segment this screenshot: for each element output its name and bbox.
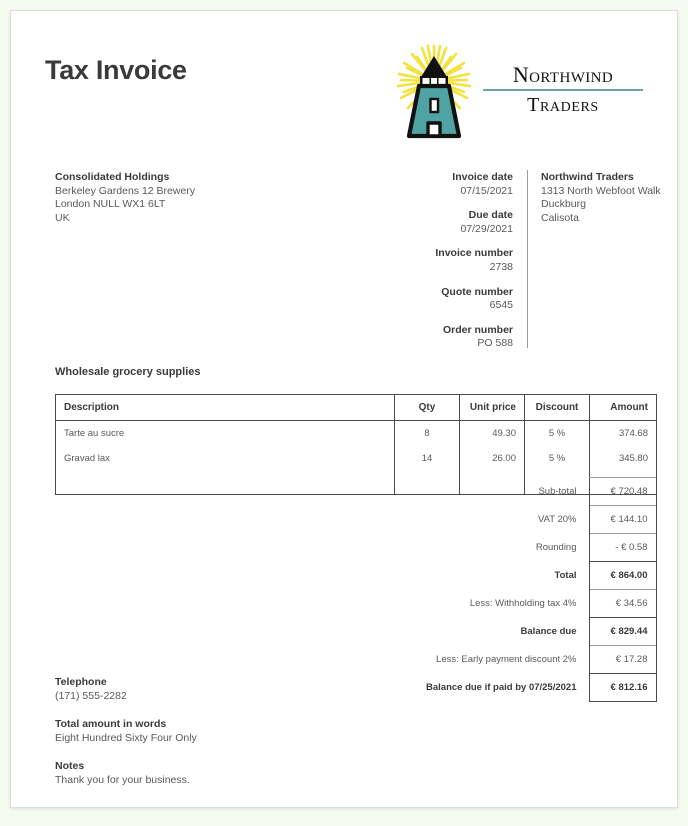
meta-label: Quote number — [441, 285, 513, 298]
totals-label: Balance due — [520, 626, 577, 637]
amount-in-words-value: Eight Hundred Sixty Four Only — [55, 732, 197, 744]
telephone-block — [55, 675, 395, 703]
invoice-header — [45, 41, 645, 153]
logo-line-northwind: Northwind — [512, 62, 614, 87]
totals-label: Sub-total — [538, 486, 577, 497]
totals-table — [251, 477, 657, 702]
amount-in-words-block — [55, 717, 395, 745]
totals-value: - € 0.58 — [589, 534, 656, 562]
totals-value: € 864.00 — [589, 562, 656, 590]
meta-row — [371, 324, 513, 351]
cell-amount: 374.68 — [590, 421, 657, 446]
bill-to-name: Consolidated Holdings — [55, 171, 170, 183]
totals-row — [251, 534, 656, 562]
totals-row-total — [251, 562, 656, 590]
meta-value: 07/29/2021 — [460, 222, 513, 235]
table-header-row — [56, 395, 657, 421]
totals-row-balance-due — [251, 618, 656, 646]
telephone-label: Telephone — [55, 676, 107, 688]
notes-label: Notes — [55, 760, 85, 772]
notes-value: Thank you for your business. — [55, 774, 190, 786]
meta-row — [371, 286, 513, 313]
totals-value: € 144.10 — [589, 506, 656, 534]
table-row — [56, 421, 657, 446]
cell-qty: 8 — [395, 421, 460, 446]
cell-amount: 345.80 — [590, 446, 657, 471]
cell-description: Gravad lax — [56, 446, 395, 471]
totals-row — [251, 590, 656, 618]
bill-to-address-line: Berkeley Gardens 12 Brewery — [55, 184, 196, 197]
notes-block — [55, 759, 395, 787]
column-header-discount: Discount — [525, 395, 590, 421]
totals-value: € 829.44 — [589, 618, 656, 646]
cell-discount: 5 % — [525, 446, 590, 471]
meta-value: 6545 — [489, 299, 513, 312]
supplier-name: Northwind Traders — [541, 171, 634, 183]
bill-to-block — [55, 171, 335, 225]
invoice-meta-block — [371, 171, 513, 351]
totals-label: Rounding — [535, 542, 577, 553]
cell-description: Tarte au sucre — [56, 421, 395, 446]
telephone-value: (171) 555-2282 — [55, 690, 127, 702]
totals-row — [251, 506, 656, 534]
totals-value: € 17.28 — [589, 646, 656, 674]
totals-label: VAT 20% — [537, 514, 577, 525]
totals-value: € 720.48 — [589, 478, 656, 506]
logo-line-traders: Traders — [527, 94, 599, 116]
amount-in-words-label: Total amount in words — [55, 718, 167, 730]
column-header-description: Description — [56, 395, 395, 421]
invoice-page — [10, 10, 678, 808]
logo-wordmark — [481, 63, 645, 116]
column-header-qty: Qty — [395, 395, 460, 421]
meta-value: 2738 — [489, 260, 513, 273]
meta-value: 07/15/2021 — [460, 184, 513, 197]
totals-label: Less: Early payment discount 2% — [436, 654, 577, 665]
lighthouse-icon — [395, 43, 473, 143]
meta-value: PO 588 — [477, 337, 513, 350]
meta-label: Order number — [442, 323, 513, 336]
totals-value: € 812.16 — [589, 674, 656, 702]
meta-label: Invoice date — [452, 171, 513, 183]
invoice-content — [11, 11, 677, 807]
cell-qty: 14 — [395, 446, 460, 471]
vertical-divider — [527, 170, 528, 348]
section-title: Wholesale grocery supplies — [55, 366, 201, 378]
totals-row — [251, 646, 656, 674]
cell-discount: 5 % — [525, 421, 590, 446]
supplier-block — [541, 171, 671, 225]
totals-label: Total — [554, 570, 577, 581]
totals-value: € 34.56 — [589, 590, 656, 618]
meta-row — [371, 209, 513, 236]
supplier-address-line: Calisota — [541, 211, 579, 224]
supplier-address-line: Duckburg — [541, 198, 586, 211]
cell-unit-price: 49.30 — [460, 421, 525, 446]
logo-divider — [483, 89, 643, 91]
cell-unit-price: 26.00 — [460, 446, 525, 471]
totals-row — [251, 478, 656, 506]
meta-label: Due date — [468, 209, 513, 222]
bill-to-address-line: London NULL WX1 6LT — [55, 198, 166, 211]
meta-row — [371, 247, 513, 274]
company-logo — [395, 41, 645, 149]
supplier-address-line: 1313 North Webfoot Walk — [541, 184, 661, 197]
totals-label: Balance due if paid by 07/25/2021 — [426, 682, 577, 693]
bill-to-address-line: UK — [55, 211, 70, 224]
meta-label: Invoice number — [435, 247, 513, 260]
meta-row — [371, 171, 513, 198]
totals-label: Less: Withholding tax 4% — [469, 598, 577, 609]
column-header-unit-price: Unit price — [460, 395, 525, 421]
page-title: Tax Invoice — [45, 55, 187, 85]
column-header-amount: Amount — [590, 395, 657, 421]
invoice-footer — [55, 675, 395, 787]
table-row — [56, 446, 657, 471]
